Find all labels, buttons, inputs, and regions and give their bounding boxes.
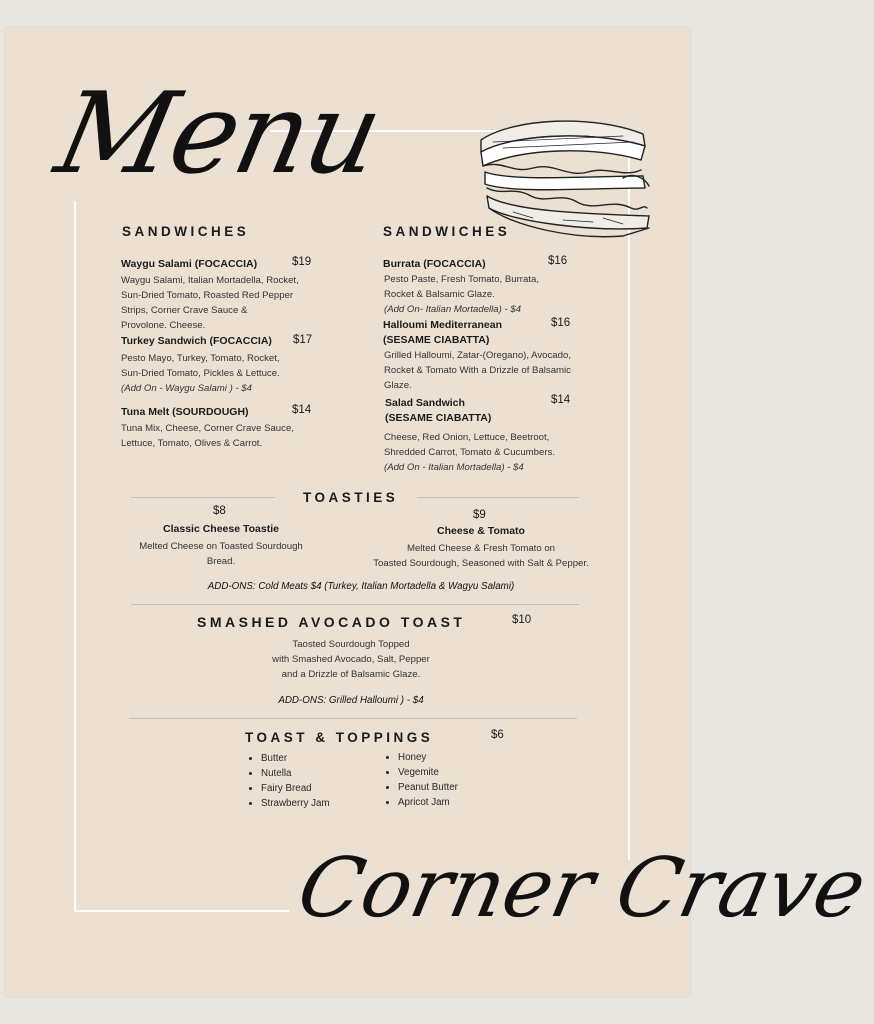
item-desc-salad-sandwich <box>384 430 604 475</box>
menu-page <box>5 28 874 996</box>
item-desc-turkey-sandwich <box>121 351 321 396</box>
desc-line: Pesto Paste, Fresh Tomato, Burrata, <box>384 274 539 285</box>
divider-toppings <box>129 718 577 719</box>
item-desc-tuna-melt <box>121 421 321 451</box>
desc-line: Provolone. Cheese. <box>121 320 206 331</box>
desc-line: Bread. <box>206 556 236 567</box>
topping-item: • Butter <box>261 751 365 766</box>
desc-line: Shredded Carrot, Tomato & Cucumbers. <box>384 447 555 458</box>
desc-line: Strips, Corner Crave Sauce & <box>121 305 248 316</box>
desc-line: Rocket & Balsamic Glaze. <box>384 289 495 300</box>
topping-item: • Peanut Butter <box>398 780 502 795</box>
item-desc-burrata <box>384 272 604 317</box>
addon-note: (Add On- Italian Mortadella) - $4 <box>384 304 522 315</box>
item-price-tuna-melt: $14 <box>292 404 312 416</box>
avocado-desc <box>231 637 471 682</box>
topping-item: • Nutella <box>261 766 365 781</box>
item-bread-halloumi: (SESAME CIABATTA) <box>383 334 490 346</box>
desc-line: Toasted Sourdough, Seasoned with Salt & Pepper. <box>373 558 589 569</box>
avocado-addons: ADD-ONS: Grilled Halloumi ) - $4 <box>278 695 424 706</box>
item-desc-halloumi <box>384 348 614 393</box>
desc-line: Pesto Mayo, Turkey, Tomato, Rocket, <box>121 353 280 364</box>
toastie-name-classic: Classic Cheese Toastie <box>163 523 279 535</box>
divider-toasties-right <box>417 497 579 498</box>
topping-item: • Apricot Jam <box>398 795 502 810</box>
frame-line-left <box>74 201 76 911</box>
toasties-heading: TOASTIES <box>303 490 399 505</box>
desc-line: and a Drizzle of Balsamic Glaze. <box>281 669 421 680</box>
toppings-heading: TOAST & TOPPINGS <box>245 730 434 745</box>
divider-avocado <box>131 604 579 605</box>
desc-line: Cheese, Red Onion, Lettuce, Beetroot, <box>384 432 550 443</box>
desc-line: Tuna Mix, Cheese, Corner Crave Sauce, <box>121 423 294 434</box>
toastie-price-classic: $8 <box>213 505 226 517</box>
desc-line: Melted Cheese & Fresh Tomato on <box>406 543 556 554</box>
desc-line: Glaze. <box>384 380 412 391</box>
item-price-waygu-salami: $19 <box>292 256 312 268</box>
item-name-salad-sandwich: Salad Sandwich <box>385 397 465 409</box>
avocado-price: $10 <box>512 614 532 626</box>
desc-line: with Smashed Avocado, Salt, Pepper <box>272 654 430 665</box>
desc-line: Melted Cheese on Toasted Sourdough <box>139 541 303 552</box>
item-price-halloumi: $16 <box>551 317 571 329</box>
toastie-desc-cheese-tomato <box>361 541 601 571</box>
left-sandwiches-heading: SANDWICHES <box>122 224 250 239</box>
divider-toasties-left <box>131 497 275 498</box>
toastie-price-cheese-tomato: $9 <box>473 509 486 521</box>
item-name-halloumi: Halloumi Mediterranean <box>383 319 503 331</box>
brand-name: Corner Crave <box>290 841 874 936</box>
toppings-list-left <box>245 751 365 811</box>
item-bread-salad-sandwich: (SESAME CIABATTA) <box>385 412 492 424</box>
item-price-burrata: $16 <box>548 255 568 267</box>
desc-line: Grilled Halloumi, Zatar-(Oregano), Avocado, <box>384 350 571 361</box>
desc-line: Rocket & Tomato With a Drizzle of Balsamic <box>384 365 571 376</box>
desc-line: Sun-Dried Tomato, Pickles & Lettuce. <box>121 368 280 379</box>
avocado-heading: SMASHED AVOCADO TOAST <box>197 614 466 630</box>
topping-item: • Honey <box>398 750 502 765</box>
toasties-addons: ADD-ONS: Cold Meats $4 (Turkey, Italian Mortadella & Wagyu Salami) <box>207 581 515 592</box>
desc-line: Lettuce, Tomato, Olives & Carrot. <box>121 438 263 449</box>
desc-line: Taosted Sourdough Topped <box>292 639 410 650</box>
toastie-desc-classic <box>121 539 321 569</box>
right-sandwiches-heading: SANDWICHES <box>383 224 511 239</box>
item-desc-waygu-salami <box>121 273 321 333</box>
toppings-list-right <box>382 750 502 810</box>
item-price-turkey-sandwich: $17 <box>293 334 313 346</box>
desc-line: Sun-Dried Tomato, Roasted Red Pepper <box>121 290 294 301</box>
topping-item: • Strawberry Jam <box>261 796 365 811</box>
addon-note: (Add On - Waygu Salami ) - $4 <box>121 383 252 394</box>
item-name-waygu-salami: Waygu Salami (FOCACCIA) <box>121 258 258 270</box>
desc-line: Waygu Salami, Italian Mortadella, Rocket, <box>121 275 299 286</box>
menu-title: Menu <box>46 69 392 199</box>
item-name-tuna-melt: Tuna Melt (SOURDOUGH) <box>121 406 249 418</box>
frame-line-bottom <box>74 910 289 912</box>
item-price-salad-sandwich: $14 <box>551 394 571 406</box>
item-name-burrata: Burrata (FOCACCIA) <box>383 258 486 270</box>
toppings-price: $6 <box>491 729 504 741</box>
addon-note: (Add On - Italian Mortadella) - $4 <box>384 462 524 473</box>
toastie-name-cheese-tomato: Cheese & Tomato <box>437 525 525 537</box>
topping-item: • Fairy Bread <box>261 781 365 796</box>
item-name-turkey-sandwich: Turkey Sandwich (FOCACCIA) <box>121 335 272 347</box>
topping-item: • Vegemite <box>398 765 502 780</box>
